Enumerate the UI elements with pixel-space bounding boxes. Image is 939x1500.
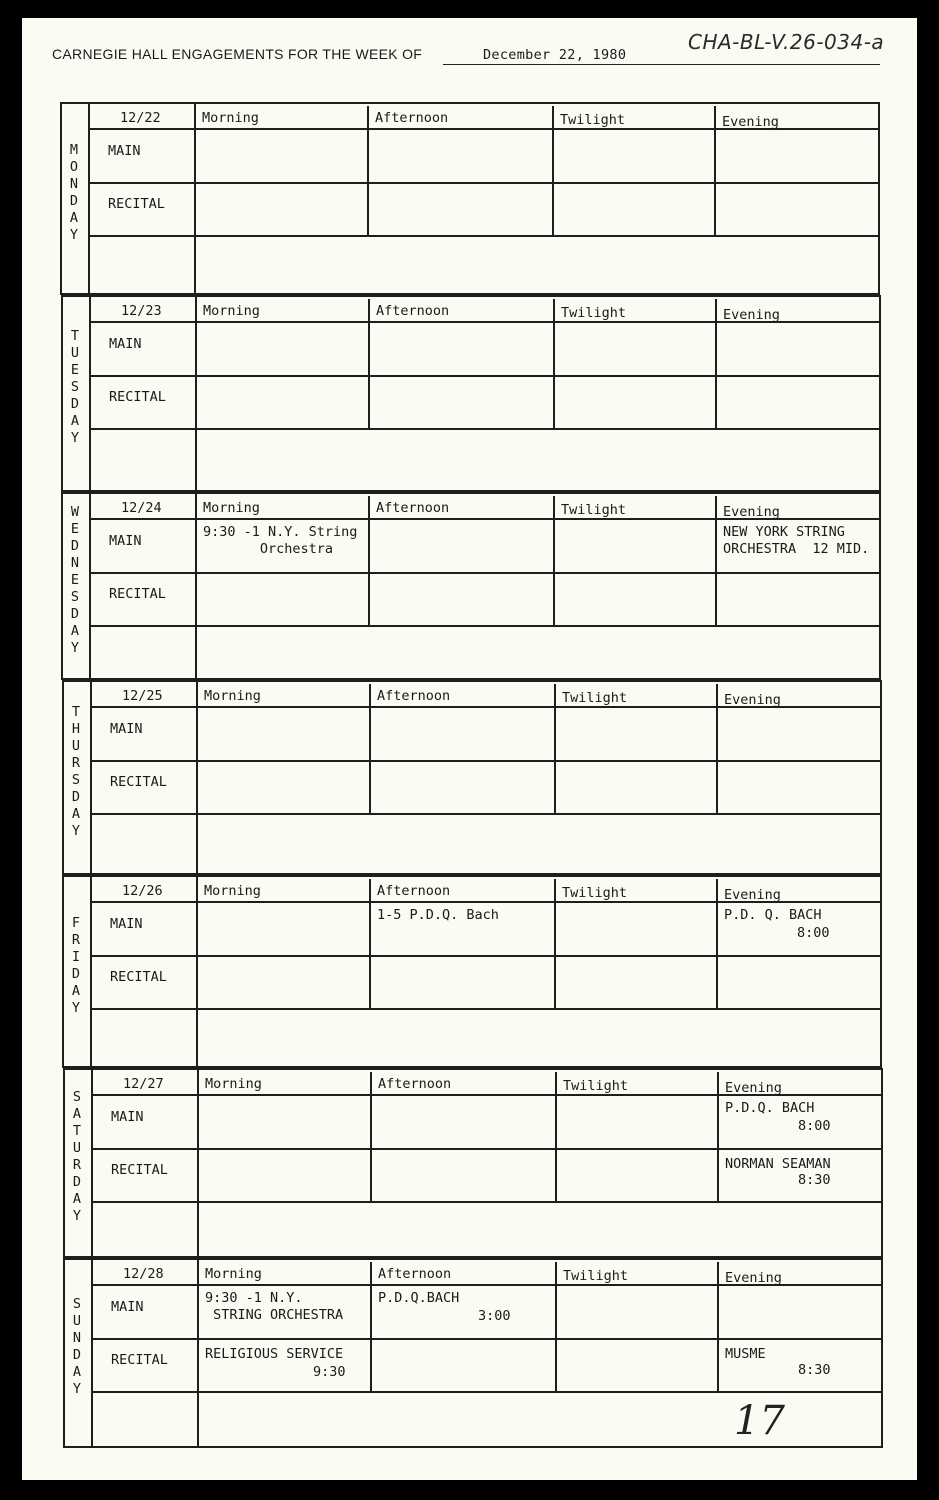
column-header-evening: Evening — [724, 887, 781, 903]
column-header-evening: Evening — [723, 307, 780, 323]
column-header-evening: Evening — [723, 504, 780, 520]
day-left-rule — [61, 492, 63, 680]
row-label-recital: RECITAL — [109, 586, 166, 602]
recital-row-rule — [88, 235, 878, 237]
column-divider-0 — [369, 684, 371, 813]
day-left-rule — [60, 102, 62, 295]
label-column-divider — [194, 102, 196, 295]
main-row-rule — [89, 572, 879, 574]
recital-row-rule — [91, 1201, 881, 1203]
row-label-main: MAIN — [110, 721, 143, 737]
column-header-evening: Evening — [722, 114, 779, 130]
main-afternoon-time: 3:00 — [478, 1308, 511, 1324]
day-name-divider — [89, 295, 91, 492]
column-header-morning: Morning — [204, 688, 261, 704]
column-divider-0 — [368, 299, 370, 428]
column-divider-1 — [553, 299, 555, 428]
document-title: CARNEGIE HALL ENGAGEMENTS FOR THE WEEK OF — [52, 46, 423, 62]
main-row-rule — [89, 375, 879, 377]
day-right-rule — [878, 102, 880, 295]
column-header-afternoon: Afternoon — [378, 1266, 452, 1282]
archive-reference: CHA-BL-V.26-034-a — [688, 30, 885, 54]
day-name-tuesday: T U E S D A Y — [70, 328, 80, 446]
column-header-morning: Morning — [202, 110, 259, 126]
main-evening-entry: P.D.Q. BACH — [725, 1100, 815, 1116]
main-row-rule — [90, 955, 880, 957]
day-top-rule — [60, 102, 880, 104]
column-header-afternoon: Afternoon — [377, 883, 451, 899]
row-label-main: MAIN — [108, 143, 141, 159]
recital-evening-time: 8:30 — [798, 1362, 831, 1378]
row-label-main: MAIN — [111, 1109, 144, 1125]
column-divider-2 — [715, 299, 717, 428]
day-right-rule — [880, 875, 882, 1068]
day-bottom-rule — [63, 1446, 883, 1448]
day-top-rule — [61, 295, 881, 297]
column-header-morning: Morning — [203, 303, 260, 319]
column-divider-2 — [717, 1262, 719, 1391]
day-date: 12/28 — [123, 1266, 164, 1282]
column-header-twilight: Twilight — [563, 1078, 629, 1094]
day-block-wednesday — [61, 492, 881, 680]
main-afternoon-entry: P.D.Q.BACH — [378, 1290, 460, 1306]
column-divider-0 — [370, 1072, 372, 1201]
column-divider-1 — [553, 496, 555, 625]
recital-row-rule — [90, 1008, 880, 1010]
column-divider-1 — [555, 1072, 557, 1201]
day-block-saturday — [63, 1068, 883, 1258]
column-divider-2 — [715, 496, 717, 625]
main-row-rule — [90, 760, 880, 762]
day-right-rule — [879, 295, 881, 492]
column-header-afternoon: Afternoon — [376, 500, 450, 516]
day-date: 12/27 — [123, 1076, 164, 1092]
column-divider-0 — [367, 106, 369, 235]
column-header-evening: Evening — [725, 1080, 782, 1096]
day-name-divider — [90, 875, 92, 1068]
main-evening-time: 8:00 — [797, 925, 830, 941]
day-block-friday — [62, 875, 882, 1068]
main-evening-entry: P.D. Q. BACH — [724, 907, 822, 923]
day-top-rule — [63, 1068, 883, 1070]
recital-row-rule — [89, 625, 879, 627]
row-label-main: MAIN — [109, 336, 142, 352]
column-header-morning: Morning — [205, 1076, 262, 1092]
column-header-morning: Morning — [205, 1266, 262, 1282]
day-left-rule — [63, 1068, 65, 1258]
main-row-rule — [91, 1148, 881, 1150]
label-column-divider — [195, 295, 197, 492]
day-top-rule — [61, 492, 881, 494]
day-name-divider — [88, 102, 90, 295]
row-label-recital: RECITAL — [108, 196, 165, 212]
day-date: 12/26 — [122, 883, 163, 899]
recital-morning-time: 9:30 — [313, 1364, 346, 1380]
row-label-recital: RECITAL — [109, 389, 166, 405]
day-name-divider — [90, 680, 92, 875]
column-header-twilight: Twilight — [563, 1268, 629, 1284]
week-date: December 22, 1980 — [483, 47, 627, 63]
main-morning-entry: 9:30 -1 N.Y. String Orchestra — [203, 524, 358, 557]
day-name-divider — [91, 1258, 93, 1448]
column-header-morning: Morning — [203, 500, 260, 516]
day-left-rule — [63, 1258, 65, 1448]
day-date: 12/25 — [122, 688, 163, 704]
label-column-divider — [196, 680, 198, 875]
column-header-twilight: Twilight — [562, 690, 628, 706]
day-block-tuesday — [61, 295, 881, 492]
day-right-rule — [881, 1258, 883, 1448]
day-name-divider — [91, 1068, 93, 1258]
column-divider-1 — [555, 1262, 557, 1391]
day-right-rule — [879, 492, 881, 680]
column-divider-1 — [552, 106, 554, 235]
column-header-afternoon: Afternoon — [375, 110, 449, 126]
column-divider-1 — [554, 684, 556, 813]
row-label-main: MAIN — [110, 916, 143, 932]
main-morning-entry: 9:30 -1 N.Y. STRING ORCHESTRA — [205, 1290, 344, 1323]
recital-evening-time: 8:30 — [798, 1172, 831, 1188]
day-name-sunday: S U N D A Y — [72, 1296, 82, 1397]
label-column-divider — [196, 875, 198, 1068]
row-label-recital: RECITAL — [111, 1352, 168, 1368]
day-date: 12/24 — [121, 500, 162, 516]
recital-row-rule — [89, 428, 879, 430]
day-left-rule — [62, 680, 64, 875]
day-date: 12/23 — [121, 303, 162, 319]
recital-evening-entry: NORMAN SEAMAN — [725, 1156, 831, 1172]
label-column-divider — [197, 1068, 199, 1258]
day-block-thursday — [62, 680, 882, 875]
main-row-rule — [91, 1338, 881, 1340]
label-column-divider — [197, 1258, 199, 1448]
column-divider-0 — [369, 879, 371, 1008]
day-name-thursday: T H U R S D A Y — [71, 703, 81, 839]
day-left-rule — [61, 295, 63, 492]
main-afternoon-entry: 1-5 P.D.Q. Bach — [377, 907, 499, 923]
column-header-afternoon: Afternoon — [377, 688, 451, 704]
day-top-rule — [62, 680, 882, 682]
row-label-main: MAIN — [111, 1299, 144, 1315]
row-label-recital: RECITAL — [110, 969, 167, 985]
column-divider-2 — [716, 684, 718, 813]
day-top-rule — [63, 1258, 883, 1260]
column-divider-2 — [717, 1072, 719, 1201]
day-top-rule — [62, 875, 882, 877]
recital-row-rule — [90, 813, 880, 815]
day-right-rule — [880, 680, 882, 875]
column-header-evening: Evening — [724, 692, 781, 708]
column-header-twilight: Twilight — [562, 885, 628, 901]
column-header-afternoon: Afternoon — [376, 303, 450, 319]
main-row-rule — [88, 182, 878, 184]
main-evening-time: 8:00 — [798, 1118, 831, 1134]
column-header-twilight: Twilight — [561, 305, 627, 321]
label-column-divider — [195, 492, 197, 680]
page-number: 17 — [734, 1398, 785, 1444]
day-name-monday: M O N D A Y — [69, 141, 79, 243]
column-header-morning: Morning — [204, 883, 261, 899]
day-right-rule — [881, 1068, 883, 1258]
column-divider-2 — [714, 106, 716, 235]
day-date: 12/22 — [120, 110, 161, 126]
column-divider-1 — [554, 879, 556, 1008]
column-divider-0 — [370, 1262, 372, 1391]
recital-row-rule — [91, 1391, 881, 1393]
day-name-friday: F R I D A Y — [71, 914, 81, 1016]
day-name-wednesday: W E D N E S D A Y — [70, 503, 80, 656]
day-name-saturday: S A T U R D A Y — [72, 1089, 82, 1224]
column-divider-0 — [368, 496, 370, 625]
column-header-twilight: Twilight — [560, 112, 626, 128]
main-evening-entry: NEW YORK STRING ORCHESTRA 12 MID. — [723, 524, 870, 557]
column-header-twilight: Twilight — [561, 502, 627, 518]
column-divider-2 — [716, 879, 718, 1008]
date-underline — [443, 64, 880, 65]
recital-morning-entry: RELIGIOUS SERVICE — [205, 1346, 344, 1362]
day-block-monday — [60, 102, 880, 295]
recital-evening-entry: MUSME — [725, 1346, 766, 1362]
day-left-rule — [62, 875, 64, 1068]
row-label-main: MAIN — [109, 533, 142, 549]
row-label-recital: RECITAL — [111, 1162, 168, 1178]
column-header-evening: Evening — [725, 1270, 782, 1286]
column-header-afternoon: Afternoon — [378, 1076, 452, 1092]
row-label-recital: RECITAL — [110, 774, 167, 790]
day-name-divider — [89, 492, 91, 680]
